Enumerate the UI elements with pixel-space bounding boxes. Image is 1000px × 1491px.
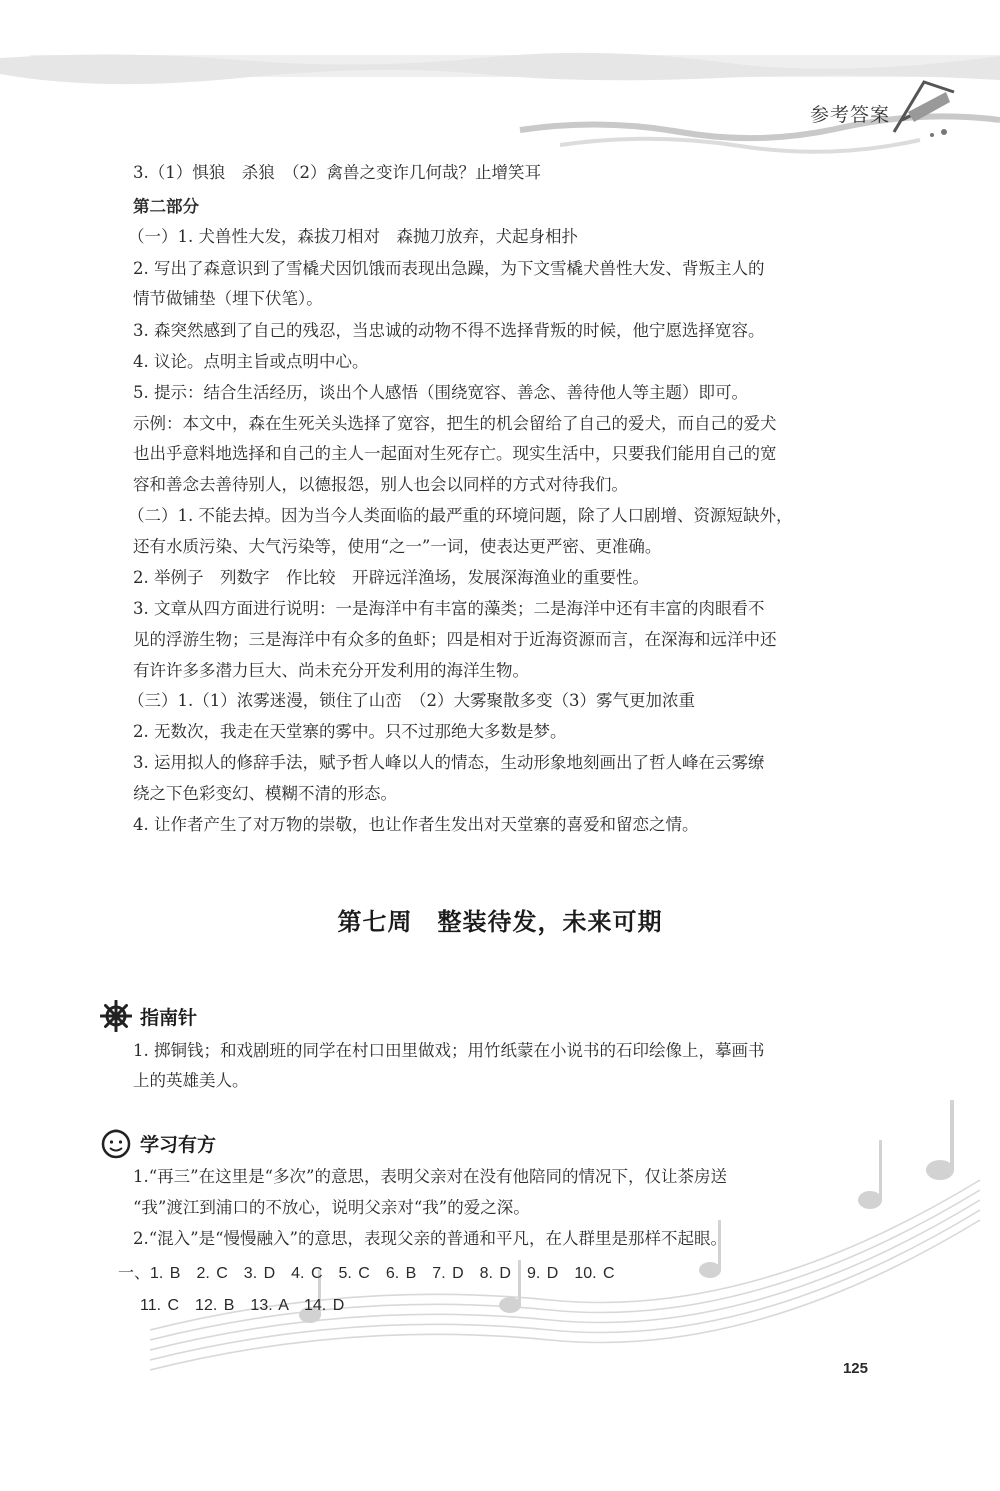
answer-line: 3. 森突然感到了自己的残忍，当忠诚的动物不得不选择背叛的时候，他宁愿选择宽容。 — [133, 321, 765, 340]
answer-line: 2. 举例子 列数字 作比较 开辟远洋渔场，发展深海渔业的重要性。 — [133, 568, 649, 587]
section-heading-compass — [100, 1000, 197, 1032]
answer-line: 2. 无数次，我走在天堂寨的雾中。只不过那绝大多数是梦。 — [133, 722, 567, 741]
answer-line: 3. 运用拟人的修辞手法，赋予哲人峰以人的情态，生动形象地刻画出了哲人峰在云雾缭 — [133, 753, 765, 772]
answer-line: 也出乎意料地选择和自己的主人一起面对生死存亡。现实生活中，只要我们能用自己的宽 — [133, 444, 777, 463]
answer-line: 示例：本文中，森在生死关头选择了宽容，把生的机会留给了自己的爱犬，而自己的爱犬 — [133, 414, 777, 433]
answer-line: （二）1. 不能去掉。因为当今人类面临的最严重的环境问题，除了人口剧增、资源短缺外， — [128, 506, 793, 525]
answer-line: 4. 让作者产生了对万物的崇敬，也让作者生发出对天堂寨的喜爱和留恋之情。 — [133, 815, 699, 834]
answer-line: 3.（1）惧狼 杀狼 （2）禽兽之变诈几何哉？止增笑耳 — [133, 163, 541, 182]
answer-line: 情节做铺垫（埋下伏笔）。 — [133, 289, 323, 308]
answer-line: 有许许多多潜力巨大、尚未充分开发利用的海洋生物。 — [133, 661, 529, 680]
answer-line: 3. 文章从四方面进行说明：一是海洋中有丰富的藻类；二是海洋中还有丰富的肉眼看不 — [133, 599, 765, 618]
header-title: 参考答案 — [809, 104, 890, 126]
smiling-face-icon — [100, 1127, 132, 1159]
section-heading-label: 学习有方 — [140, 1133, 217, 1156]
answer-line: 4. 议论。点明主旨或点明中心。 — [133, 352, 369, 371]
header-wave-decoration — [0, 0, 1000, 160]
page-number: 125 — [842, 1360, 868, 1377]
answer-line: 还有水质污染、大气污染等，使用“之一”一词，使表达更严密、更准确。 — [133, 537, 662, 556]
answer-line: 容和善念去善待别人，以德报怨，别人也会以同样的方式对待我们。 — [133, 475, 628, 494]
ship-wheel-icon — [100, 1000, 132, 1032]
section-heading-label: 指南针 — [140, 1006, 198, 1029]
answer-line: 1. 掷铜钱；和戏剧班的同学在村口田里做戏；用竹纸蒙在小说书的石印绘像上，摹画书 — [133, 1041, 765, 1060]
answer-line: （三）1.（1）浓雾迷漫，锁住了山峦 （2）大雾聚散多变（3）雾气更加浓重 — [128, 691, 695, 710]
answer-line: 上的英雄美人。 — [133, 1071, 249, 1090]
part-heading: 第二部分 — [133, 197, 199, 216]
chapter-title: 第七周 整装待发，未来可期 — [337, 908, 663, 936]
beach-chair-icon — [884, 72, 964, 142]
answer-line: （一）1. 犬兽性大发，森拔刀相对 森抛刀放弃，犬起身相扑 — [128, 227, 578, 246]
answer-line: 见的浮游生物；三是海洋中有众多的鱼虾；四是相对于近海资源而言，在深海和远洋中还 — [133, 630, 777, 649]
answer-line: 绕之下色彩变幻、模糊不清的形态。 — [133, 784, 397, 803]
answer-line: 1.“再三”在这里是“多次”的意思，表明父亲对在没有他陪同的情况下，仅让茶房送 — [133, 1167, 727, 1186]
answer-line: 2.“混入”是“慢慢融入”的意思，表现父亲的普通和平凡，在人群里是那样不起眼。 — [133, 1229, 727, 1248]
answer-line: “我”渡江到浦口的不放心，说明父亲对“我”的爱之深。 — [133, 1198, 530, 1217]
answer-line: 2. 写出了森意识到了雪橇犬因饥饿而表现出急躁，为下文雪橇犬兽性大发、背叛主人的 — [133, 259, 765, 278]
choice-answers-row: 11. C 12. B 13. A 14. D — [140, 1297, 345, 1314]
section-heading-study — [100, 1127, 216, 1159]
answer-line: 5. 提示：结合生活经历，谈出个人感悟（围绕宽容、善念、善待他人等主题）即可。 — [133, 383, 748, 402]
choice-answers-row: 一、1. B 2. C 3. D 4. C 5. C 6. B 7. D 8. D 9. D 10. C — [118, 1265, 615, 1282]
